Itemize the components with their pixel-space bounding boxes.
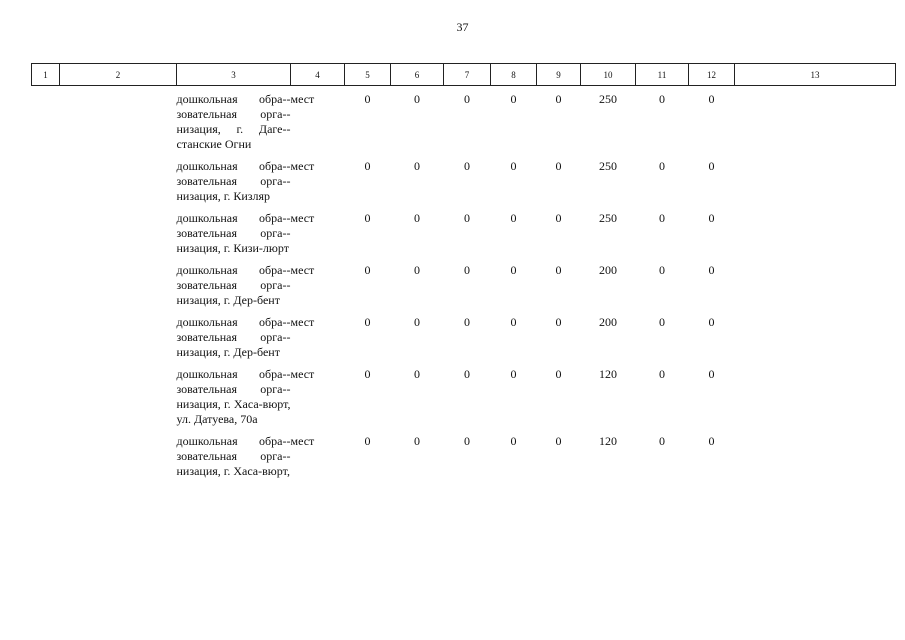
unit-cell: мест — [290, 263, 315, 277]
cell-empty — [735, 360, 896, 427]
column-header-11: 11 — [636, 64, 689, 86]
table-row — [32, 256, 896, 308]
value-cell: 0 — [364, 263, 371, 277]
cell-empty — [32, 308, 60, 360]
column-header-13: 13 — [735, 64, 896, 86]
value-cell: 0 — [414, 159, 420, 173]
value-cell: 0 — [510, 367, 517, 381]
unit-cell: мест — [290, 315, 315, 329]
column-header-12: 12 — [689, 64, 735, 86]
value-cell: 0 — [555, 315, 562, 329]
cell-empty — [32, 152, 60, 204]
value-cell: 0 — [464, 434, 470, 448]
column-header-7: 7 — [444, 64, 491, 86]
value-cell: 200 — [599, 263, 617, 277]
column-header-10: 10 — [581, 64, 636, 86]
cell-empty — [735, 86, 896, 153]
value-cell: 0 — [464, 367, 470, 381]
table-row — [32, 152, 896, 204]
value-cell: 0 — [364, 315, 371, 329]
facility-name: дошкольная обра-зовательная орга-низация, г. Дер-бент — [176, 263, 291, 307]
value-cell: 0 — [708, 315, 715, 329]
value-cell: 0 — [510, 263, 517, 277]
value-cell: 0 — [510, 211, 517, 225]
cell-empty — [735, 152, 896, 204]
value-cell: 0 — [510, 434, 517, 448]
value-cell: 0 — [414, 211, 420, 225]
column-header-3: 3 — [177, 64, 291, 86]
value-cell: 250 — [599, 159, 617, 173]
value-cell: 0 — [659, 159, 665, 173]
value-cell: 0 — [708, 263, 715, 277]
value-cell: 0 — [414, 367, 420, 381]
value-cell: 0 — [708, 367, 715, 381]
value-cell: 0 — [364, 159, 371, 173]
value-cell: 0 — [414, 315, 420, 329]
value-cell: 0 — [659, 367, 665, 381]
value-cell: 0 — [464, 315, 470, 329]
cell-empty — [735, 308, 896, 360]
unit-cell: мест — [290, 159, 315, 173]
column-header-2: 2 — [60, 64, 177, 86]
cell-empty — [735, 427, 896, 479]
value-cell: 0 — [414, 263, 420, 277]
cell-empty — [32, 256, 60, 308]
cell-empty — [32, 427, 60, 479]
value-cell: 250 — [599, 92, 617, 106]
cell-empty — [60, 256, 177, 308]
facility-name: дошкольная обра-зовательная орга-низация, г. Даге-станские Огни — [176, 92, 291, 151]
cell-empty — [32, 360, 60, 427]
value-cell: 120 — [599, 367, 617, 381]
value-cell: 0 — [364, 367, 371, 381]
cell-empty — [60, 204, 177, 256]
value-cell: 0 — [659, 211, 665, 225]
table-row — [32, 204, 896, 256]
value-cell: 0 — [464, 211, 470, 225]
column-header-4: 4 — [291, 64, 345, 86]
table-row — [32, 86, 896, 153]
value-cell: 0 — [364, 211, 371, 225]
facility-name: дошкольная обра-зовательная орга-низация, г. Кизи-люрт — [176, 211, 291, 255]
value-cell: 0 — [510, 159, 517, 173]
value-cell: 0 — [659, 263, 665, 277]
cell-empty — [32, 86, 60, 153]
value-cell: 0 — [555, 263, 562, 277]
value-cell: 0 — [414, 434, 420, 448]
facility-name: дошкольная обра-зовательная орга-низация, г. Кизляр — [176, 159, 291, 203]
value-cell: 0 — [555, 92, 562, 106]
cell-empty — [60, 152, 177, 204]
table-header-row — [32, 64, 896, 86]
table-row — [32, 308, 896, 360]
value-cell: 0 — [708, 211, 715, 225]
facility-name: дошкольная обра-зовательная орга-низация, г. Хаса-вюрт, — [176, 434, 291, 478]
value-cell: 0 — [364, 92, 371, 106]
value-cell: 0 — [659, 92, 665, 106]
facility-name: дошкольная обра-зовательная орга-низация, г. Дер-бент — [176, 315, 291, 359]
value-cell: 0 — [555, 211, 562, 225]
value-cell: 0 — [464, 92, 470, 106]
value-cell: 0 — [708, 159, 715, 173]
unit-cell: мест — [290, 92, 315, 106]
value-cell: 0 — [510, 315, 517, 329]
value-cell: 0 — [659, 315, 665, 329]
value-cell: 0 — [659, 434, 665, 448]
unit-cell: мест — [290, 211, 315, 225]
column-header-1: 1 — [32, 64, 60, 86]
value-cell: 200 — [599, 315, 617, 329]
cell-empty — [735, 204, 896, 256]
value-cell: 0 — [708, 434, 715, 448]
column-header-6: 6 — [391, 64, 444, 86]
facility-name: дошкольная обра-зовательная орга-низация, г. Хаса-вюрт, ул. Датуева, 70а — [176, 367, 291, 426]
value-cell: 0 — [414, 92, 420, 106]
cell-empty — [60, 308, 177, 360]
table-row — [32, 427, 896, 479]
value-cell: 0 — [555, 159, 562, 173]
column-header-9: 9 — [537, 64, 581, 86]
cell-empty — [735, 256, 896, 308]
unit-cell: мест — [290, 434, 315, 448]
value-cell: 120 — [599, 434, 617, 448]
table-row — [32, 360, 896, 427]
cell-empty — [60, 86, 177, 153]
page-number: 37 — [456, 20, 469, 34]
value-cell: 0 — [555, 367, 562, 381]
column-header-8: 8 — [491, 64, 537, 86]
value-cell: 0 — [464, 159, 470, 173]
value-cell: 0 — [510, 92, 517, 106]
data-table — [31, 63, 896, 479]
value-cell: 0 — [555, 434, 562, 448]
unit-cell: мест — [290, 367, 315, 381]
column-header-5: 5 — [345, 64, 391, 86]
value-cell: 250 — [599, 211, 617, 225]
value-cell: 0 — [364, 434, 371, 448]
value-cell: 0 — [708, 92, 715, 106]
cell-empty — [60, 427, 177, 479]
value-cell: 0 — [464, 263, 470, 277]
cell-empty — [32, 204, 60, 256]
cell-empty — [60, 360, 177, 427]
